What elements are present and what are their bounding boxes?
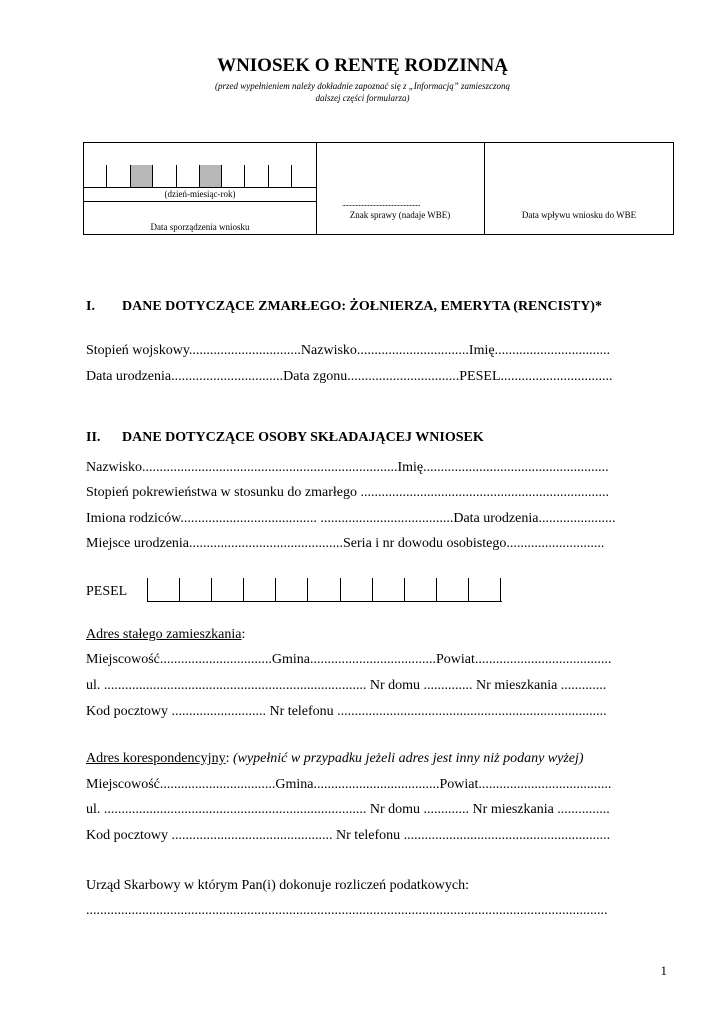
pesel-cell-divider — [340, 578, 341, 602]
box-divider — [316, 143, 317, 234]
applicant-birthplace-id-line[interactable]: Miejsce urodzenia............................................Seria i nr dowodu osobistego............................ — [86, 536, 605, 551]
date-box — [83, 142, 674, 235]
date-cell-divider — [244, 165, 245, 187]
pesel-cell-divider — [179, 578, 180, 602]
tax-office-label: Urząd Skarbowy w którym Pan(i) dokonuje rozliczeń podatkowych: — [86, 878, 469, 893]
date-row-divider — [84, 201, 316, 202]
section-1-title: DANE DOTYCZĄCE ZMARŁEGO: ŻOŁNIERZA, EMERYTA (RENCISTY)* — [122, 299, 602, 314]
date-label: Data sporządzenia wniosku — [150, 222, 250, 232]
box-divider — [484, 143, 485, 234]
pesel-cell-divider — [243, 578, 244, 602]
pesel-cell-divider — [147, 578, 148, 602]
deceased-rank-name-line[interactable]: Stopień wojskowy................................Nazwisko................................Imię................................. — [86, 343, 611, 358]
correspondence-address-line-2[interactable]: ul. ........................................................................... Nr domu ............. Nr mieszkania ............... — [86, 802, 610, 817]
form-subtitle — [160, 80, 565, 104]
pesel-cell-divider — [307, 578, 308, 602]
tax-office-line[interactable]: ..................................................................................................................................................... — [86, 903, 608, 918]
correspondence-address-heading — [86, 751, 584, 767]
date-shaded-cell — [130, 165, 152, 187]
pesel-baseline — [147, 601, 502, 602]
pesel-cell-divider — [372, 578, 373, 602]
date-cell-divider — [291, 165, 292, 187]
permanent-address-heading — [86, 627, 245, 643]
date-shaded-cell — [199, 165, 221, 187]
pesel-label: PESEL — [86, 584, 128, 599]
date-cell-divider — [152, 165, 153, 187]
section-1-number: I. — [86, 299, 95, 314]
page-number: 1 — [660, 963, 667, 978]
correspondence-address-line-1[interactable]: Miejscowość.................................Gmina....................................Powiat...................................... — [86, 777, 612, 792]
date-cell-divider — [268, 165, 269, 187]
date-format-hint: (dzień-miesiąc-rok) — [164, 189, 236, 199]
applicant-relation-line[interactable]: Stopień pokrewieństwa w stosunku do zmarłego ....................................................................... — [86, 485, 610, 500]
date-cell-divider — [199, 165, 200, 187]
case-number-label: Znak sprawy (nadaje WBE) — [349, 210, 451, 220]
form-title: WNIOSEK O RENTĘ RODZINNĄ — [217, 55, 508, 76]
pesel-cell-divider — [275, 578, 276, 602]
subtitle-line-1: (przed wypełnieniem należy dokładnie zapoznać się z „Informacją” zamieszczoną — [215, 81, 510, 91]
pesel-cell-divider — [436, 578, 437, 602]
permanent-address-line-2[interactable]: ul. ........................................................................... Nr domu .............. Nr mieszkania ............. — [86, 678, 607, 693]
pesel-cell-divider — [500, 578, 501, 602]
applicant-parents-birthdate-line[interactable]: Imiona rodziców....................................... ......................................Data urodzenia...................... — [86, 511, 616, 526]
date-cell-divider — [106, 165, 107, 187]
pesel-cell-divider — [468, 578, 469, 602]
applicant-name-line[interactable]: Nazwisko.........................................................................Imię..................................................... — [86, 460, 609, 475]
receipt-date-label: Data wpływu wniosku do WBE — [521, 210, 637, 220]
case-number-dots: .................................................... — [342, 199, 420, 208]
date-cell-divider — [176, 165, 177, 187]
deceased-dates-pesel-line[interactable]: Data urodzenia................................Data zgonu................................PESEL................................ — [86, 369, 613, 384]
permanent-address-heading-text: Adres stałego zamieszkania — [86, 627, 242, 642]
pesel-cell-divider — [404, 578, 405, 602]
date-cell-divider — [130, 165, 131, 187]
permanent-address-colon: : — [241, 627, 246, 642]
correspondence-address-line-3[interactable]: Kod pocztowy .............................................. Nr telefonu ........................................................... — [86, 828, 611, 843]
permanent-address-line-1[interactable]: Miejscowość................................Gmina....................................Powiat....................................... — [86, 652, 612, 667]
correspondence-address-colon: : — [225, 751, 233, 766]
correspondence-address-note: (wypełnić w przypadku jeżeli adres jest inny niż podany wyżej) — [232, 751, 584, 766]
correspondence-address-heading-text: Adres korespondencyjny — [86, 751, 226, 766]
date-cell-divider — [221, 165, 222, 187]
section-2-title: DANE DOTYCZĄCE OSOBY SKŁADAJĄCEJ WNIOSEK — [122, 430, 484, 445]
section-2-number: II. — [86, 430, 101, 445]
subtitle-line-2: dalszej części formularza) — [315, 93, 410, 103]
permanent-address-line-3[interactable]: Kod pocztowy ........................... Nr telefonu ............................................................................. — [86, 704, 607, 719]
date-underline — [84, 187, 316, 188]
pesel-cell-divider — [211, 578, 212, 602]
